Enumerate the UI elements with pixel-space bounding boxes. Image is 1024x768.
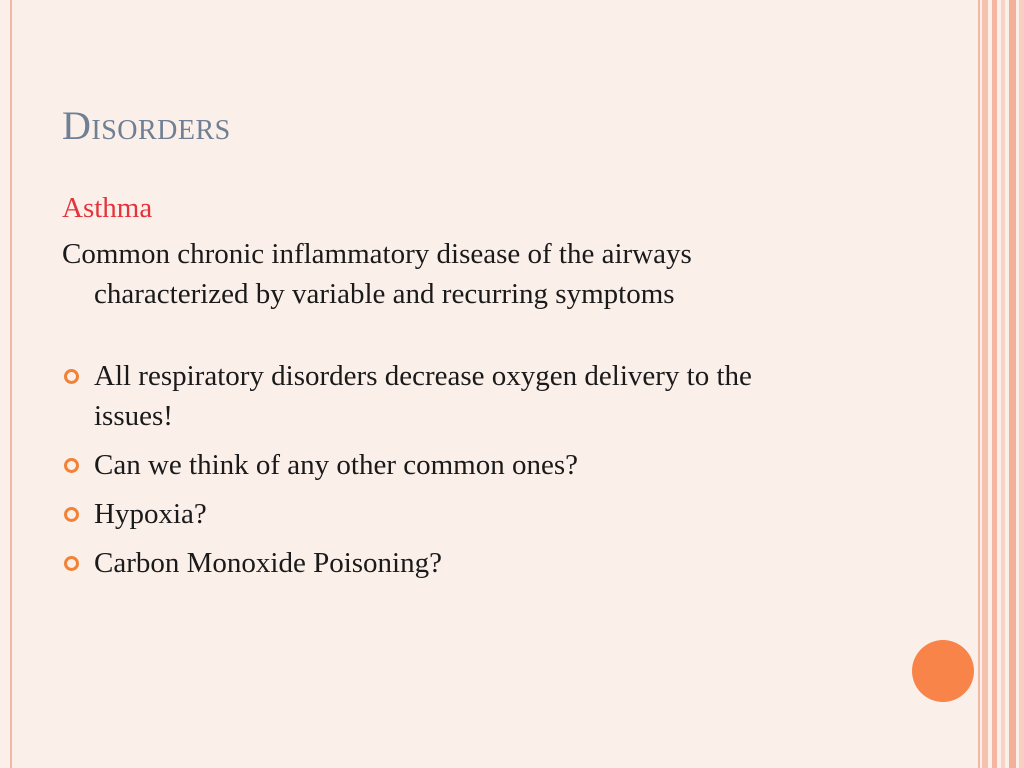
subtitle: Asthma [62, 192, 153, 224]
bullet-text: Can we think of any other common ones? [94, 449, 579, 481]
bullet-item [62, 445, 794, 485]
bullet-text: Carbon Monoxide Poisoning? [94, 547, 442, 579]
slide-title: Disorders [62, 103, 231, 148]
definition-text: Common chronic inflammatory disease of the airways characterized by variable and recurring symptoms [62, 238, 692, 310]
ring-bullet-icon [64, 556, 79, 571]
slide-content [62, 190, 822, 592]
bullet-list [62, 356, 822, 583]
bullet-text: All respiratory disorders decrease oxygen delivery to the issues! [94, 360, 752, 432]
ring-bullet-icon [64, 369, 79, 384]
stripe [1001, 0, 1005, 768]
orange-circle-icon [912, 640, 974, 702]
stripe [992, 0, 997, 768]
stripe [982, 0, 988, 768]
ring-bullet-icon [64, 458, 79, 473]
decorative-stripes [978, 0, 1024, 768]
bullet-item [62, 494, 794, 534]
stripe [1019, 0, 1024, 768]
bullet-text: Hypoxia? [94, 498, 207, 530]
stripe [1009, 0, 1016, 768]
bullet-item [62, 356, 794, 436]
ring-bullet-icon [64, 507, 79, 522]
bullet-item [62, 543, 794, 583]
